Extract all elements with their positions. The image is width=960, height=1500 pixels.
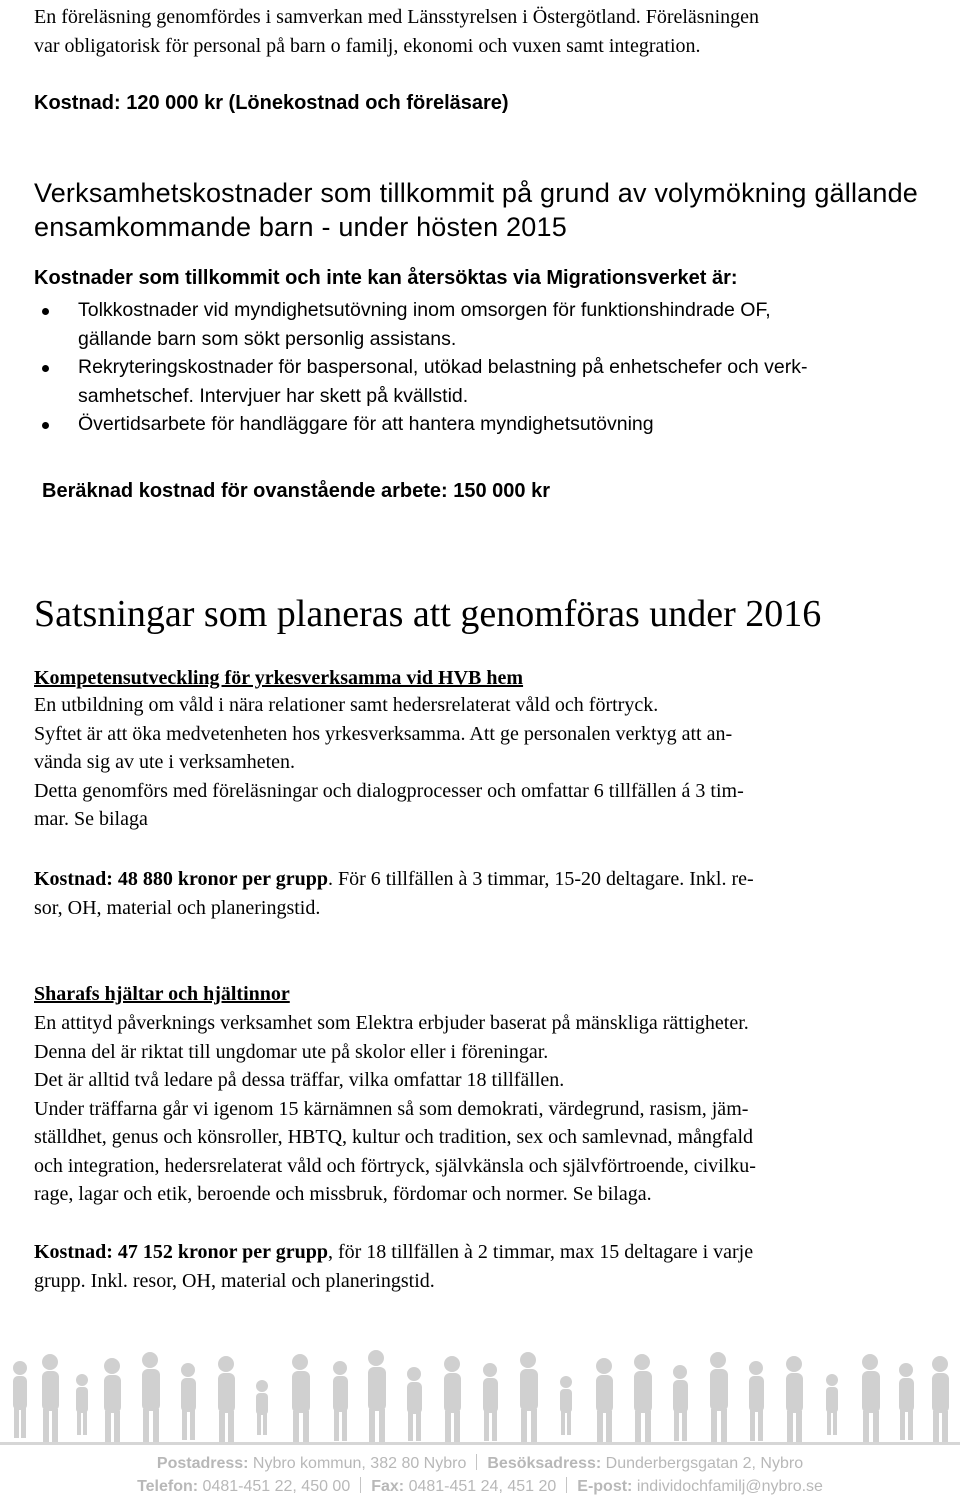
body-line: ställdhet, genus och könsroller, HBTQ, kultur och tradition, sex och samlevnad, mångfald: [34, 1126, 754, 1148]
cost-line: [34, 865, 934, 894]
list-item-line: samhetschef. Intervjuer har skett på kvällstid.: [78, 384, 469, 407]
body-line: Syftet är att öka medvetenheten hos yrkesverksamma. Att ge personalen verktyg att an-: [34, 722, 733, 745]
heading-line: ensamkommande barn - under hösten 2015: [34, 212, 567, 242]
section-body-hvb: [34, 691, 934, 834]
body-line: vända sig av ute i verksamheten.: [34, 751, 296, 773]
cost-amount: Kostnad: 48 880 kronor per grupp: [34, 868, 328, 890]
list-item-line: Tolkkostnader vid myndighetsutövning inom omsorgen för funktionshindrade OF,: [78, 299, 771, 321]
body-line: Under träffarna går vi igenom 15 kärnämnen så som demokrati, värdegrund, rasism, jäm-: [34, 1097, 749, 1120]
footer-separator: [476, 1454, 477, 1470]
footer-value: Dunderbergsgatan 2, Nybro: [601, 1455, 804, 1472]
footer-address-line: [0, 1454, 960, 1473]
body-line: Det är alltid två ledare på dessa träffar, vilka omfattar 18 tillfällen.: [34, 1069, 565, 1091]
footer-label: Fax:: [371, 1478, 405, 1495]
list-item: [34, 353, 934, 410]
footer-separator: [360, 1477, 361, 1493]
estimated-cost: Beräknad kostnad för ovanstående arbete: 150 000 kr: [42, 480, 550, 502]
footer-separator: [566, 1477, 567, 1493]
footer-contact-line: [0, 1477, 960, 1496]
list-item: [34, 296, 934, 353]
people-silhouette-icon: [0, 1340, 960, 1450]
cost-line: [34, 1238, 934, 1267]
heading-line: Verksamhetskostnader som tillkommit på grund av volymökning gällande: [34, 178, 919, 208]
cost-line: grupp. Inkl. resor, OH, material och planeringstid.: [34, 1269, 435, 1292]
cost-details: . För 6 tillfällen à 3 timmar, 15-20 deltagare. Inkl. re-: [327, 868, 754, 890]
footer-label: E-post:: [577, 1478, 633, 1495]
footer-label: Postadress:: [156, 1455, 249, 1472]
section-body-sharaf: [34, 1009, 934, 1209]
footer-value: 0481-451 24, 451 20: [404, 1478, 557, 1495]
cost-bullet-list: [34, 296, 934, 439]
body-line: Denna del är riktat till ungdomar ute på skolor eller i föreningar.: [34, 1040, 549, 1063]
section-heading-costs: [34, 176, 934, 244]
section-cost-hvb: [34, 865, 934, 922]
body-line: rage, lagar och etik, beroende och missbruk, fördomar och normer. Se bilaga.: [34, 1183, 652, 1205]
lecture-cost: Kostnad: 120 000 kr (Lönekostnad och föreläsare): [34, 92, 509, 114]
footer-value: Nybro kommun, 382 80 Nybro: [248, 1455, 467, 1472]
cost-amount: Kostnad: 47 152 kronor per grupp: [34, 1241, 328, 1263]
bullet-icon: [42, 308, 49, 315]
list-item-line: Rekryteringskostnader för baspersonal, utökad belastning på enhetschefer och verk-: [78, 356, 808, 378]
intro-line: En föreläsning genomfördes i samverkan med Länsstyrelsen i Östergötland. Föreläsningen: [34, 6, 760, 28]
cost-details: , för 18 tillfällen à 2 timmar, max 15 deltagare i varje: [327, 1241, 754, 1263]
bullet-icon: [42, 365, 49, 372]
section-title-hvb: Kompetensutveckling för yrkesverksamma vid HVB hem: [34, 667, 524, 689]
body-line: mar. Se bilaga: [34, 808, 148, 830]
page-title: Satsningar som planeras att genomföras under 2016: [34, 593, 822, 635]
footer-silhouettes: [0, 1340, 960, 1500]
intro-paragraph: [34, 3, 934, 60]
body-line: Detta genomförs med föreläsningar och dialogprocesser och omfattar 6 tillfällen á 3 tim-: [34, 779, 744, 802]
footer-label: Besöksadress:: [487, 1455, 602, 1472]
footer-value: 0481-451 22, 450 00: [198, 1478, 351, 1495]
body-line: och integration, hedersrelaterat våld och förtryck, självkänsla och självförtroende, civilku-: [34, 1154, 756, 1177]
intro-line: var obligatorisk för personal på barn o familj, ekonomi och vuxen samt integration.: [34, 34, 701, 57]
cost-line: sor, OH, material och planeringstid.: [34, 896, 321, 919]
footer-email[interactable]: individochfamilj@nybro.se: [632, 1478, 823, 1495]
list-item: [34, 410, 934, 439]
bullet-icon: [42, 422, 49, 429]
section-title-sharaf: Sharafs hjältar och hjältinnor: [34, 983, 290, 1005]
body-line: En utbildning om våld i nära relationer samt hedersrelaterat våld och förtryck.: [34, 694, 659, 716]
list-item-line: Övertidsarbete för handläggare för att hantera myndighetsutövning: [78, 413, 654, 435]
footer-label: Telefon:: [137, 1478, 199, 1495]
list-item-line: gällande barn som sökt personlig assistans.: [78, 327, 457, 350]
migration-costs-heading: Kostnader som tillkommit och inte kan återsöktas via Migrationsverket är:: [34, 267, 738, 289]
body-line: En attityd påverknings verksamhet som Elektra erbjuder baserat på mänskliga rättigheter.: [34, 1012, 749, 1034]
section-cost-sharaf: [34, 1238, 934, 1295]
